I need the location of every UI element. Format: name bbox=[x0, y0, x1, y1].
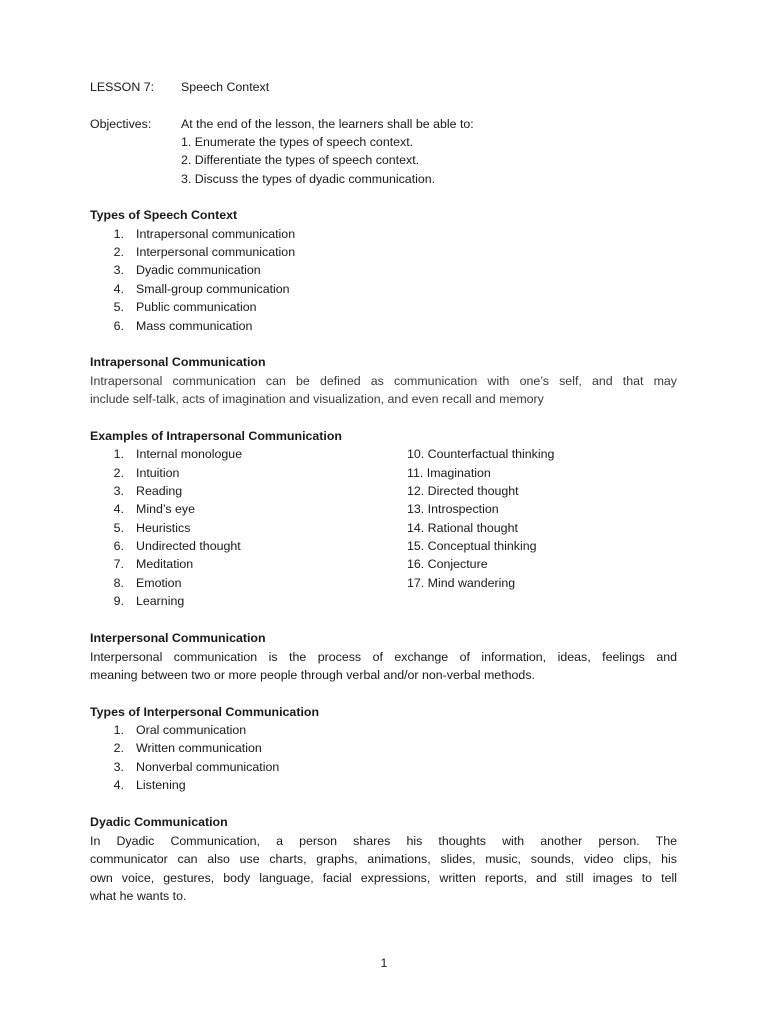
list-number: 1. bbox=[113, 723, 124, 737]
list-item: 15. Conceptual thinking bbox=[407, 539, 537, 553]
list-number: 3. bbox=[113, 263, 124, 277]
section-heading-intrapersonal: Intrapersonal Communication bbox=[90, 355, 266, 369]
dyadic-paragraph bbox=[90, 832, 677, 906]
list-item: Intuition bbox=[136, 466, 180, 480]
objectives-label: Objectives: bbox=[90, 117, 152, 131]
paragraph-line: own voice, gestures, body language, facial expressions, written reports, and still images to tell bbox=[90, 870, 677, 885]
list-number: 9. bbox=[113, 594, 124, 608]
list-item: Emotion bbox=[136, 576, 182, 590]
paragraph-line: Interpersonal communication is the process of exchange of information, ideas, feelings and bbox=[90, 650, 677, 664]
list-number: 3. bbox=[113, 484, 124, 498]
list-number: 4. bbox=[113, 502, 124, 516]
section-heading-interpersonal: Interpersonal Communication bbox=[90, 631, 266, 645]
list-number: 1. bbox=[113, 447, 124, 461]
intrapersonal-paragraph bbox=[90, 372, 677, 409]
objective-item: 1. Enumerate the types of speech context. bbox=[181, 135, 414, 149]
list-item: 16. Conjecture bbox=[407, 557, 488, 571]
list-item: 10. Counterfactual thinking bbox=[407, 447, 555, 461]
list-number: 3. bbox=[113, 760, 124, 774]
interpersonal-paragraph bbox=[90, 648, 677, 685]
list-item: Undirected thought bbox=[136, 539, 241, 553]
lesson-label: LESSON 7: bbox=[90, 80, 155, 94]
paragraph-line: meaning between two or more people through verbal and/or non-verbal methods. bbox=[90, 668, 535, 683]
list-item: Written communication bbox=[136, 741, 262, 755]
section-heading-examples: Examples of Intrapersonal Communication bbox=[90, 429, 342, 443]
list-item: Dyadic communication bbox=[136, 263, 261, 277]
list-number: 5. bbox=[113, 521, 124, 535]
section-heading-dyadic: Dyadic Communication bbox=[90, 815, 228, 829]
list-number: 7. bbox=[113, 557, 124, 571]
list-item: Interpersonal communication bbox=[136, 245, 296, 259]
list-item: Meditation bbox=[136, 557, 194, 571]
section-heading-types-interpersonal: Types of Interpersonal Communication bbox=[90, 705, 320, 719]
list-number: 4. bbox=[113, 778, 124, 792]
list-number: 8. bbox=[113, 576, 124, 590]
paragraph-line: In Dyadic Communication, a person shares his thoughts with another person. The bbox=[90, 834, 677, 848]
list-item: 12. Directed thought bbox=[407, 484, 519, 498]
list-item: Small-group communication bbox=[136, 282, 290, 296]
objective-item: 3. Discuss the types of dyadic communication. bbox=[181, 172, 436, 186]
paragraph-line: what he wants to. bbox=[90, 889, 187, 904]
list-number: 6. bbox=[113, 319, 124, 333]
list-number: 6. bbox=[113, 539, 124, 553]
lesson-title: Speech Context bbox=[181, 80, 270, 94]
list-item: Mass communication bbox=[136, 319, 253, 333]
list-number: 1. bbox=[113, 227, 124, 241]
list-item: Nonverbal communication bbox=[136, 760, 280, 774]
objectives-intro: At the end of the lesson, the learners shall be able to: bbox=[181, 117, 474, 131]
list-number: 2. bbox=[113, 245, 124, 259]
list-item: 13. Introspection bbox=[407, 502, 499, 516]
list-item: Internal monologue bbox=[136, 447, 243, 461]
paragraph-line: include self-talk, acts of imagination and visualization, and even recall and memory bbox=[90, 392, 544, 407]
page-number: 1 bbox=[380, 956, 388, 970]
list-item: Reading bbox=[136, 484, 183, 498]
list-item: Learning bbox=[136, 594, 185, 608]
list-item: Oral communication bbox=[136, 723, 247, 737]
list-item: 14. Rational thought bbox=[407, 521, 518, 535]
section-heading-types-speech: Types of Speech Context bbox=[90, 208, 238, 222]
list-number: 5. bbox=[113, 300, 124, 314]
objective-item: 2. Differentiate the types of speech context. bbox=[181, 153, 420, 167]
paragraph-line: Intrapersonal communication can be defined as communication with one’s self, and that may bbox=[90, 374, 677, 388]
list-item: 11. Imagination bbox=[407, 466, 491, 480]
list-item: 17. Mind wandering bbox=[407, 576, 516, 590]
list-number: 2. bbox=[113, 741, 124, 755]
list-item: Public communication bbox=[136, 300, 257, 314]
list-number: 4. bbox=[113, 282, 124, 296]
list-item: Intrapersonal communication bbox=[136, 227, 296, 241]
list-item: Mind’s eye bbox=[136, 502, 196, 516]
paragraph-line: communicator can also use charts, graphs, animations, slides, music, sounds, video clips, his bbox=[90, 852, 677, 867]
list-item: Listening bbox=[136, 778, 186, 792]
list-item: Heuristics bbox=[136, 521, 191, 535]
list-number: 2. bbox=[113, 466, 124, 480]
